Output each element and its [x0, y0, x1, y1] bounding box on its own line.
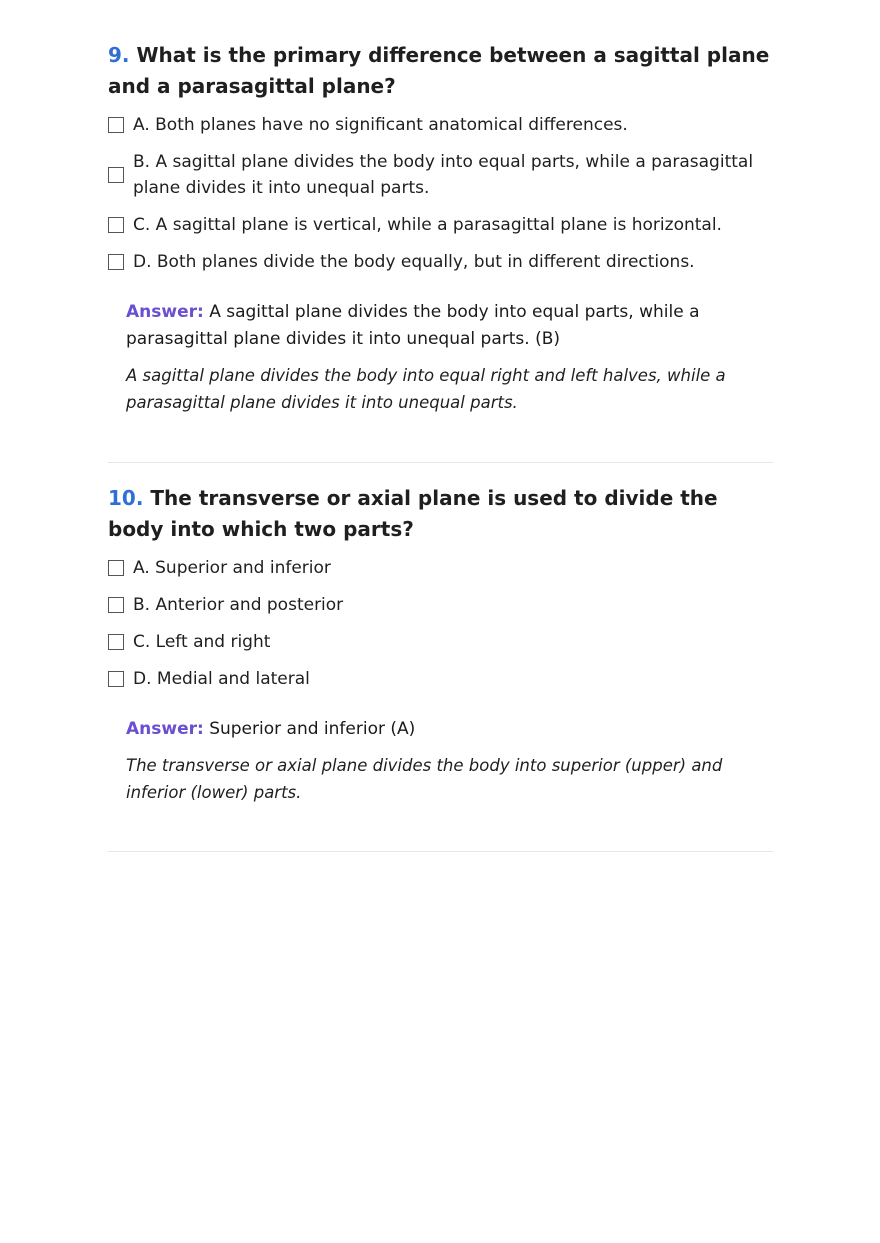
option-b[interactable]	[108, 592, 773, 618]
question-9	[108, 40, 773, 416]
divider	[108, 851, 773, 852]
option-label: C. A sagittal plane is vertical, while a parasagittal plane is horizontal.	[133, 215, 722, 235]
question-number: 9.	[108, 43, 130, 67]
option-list	[108, 112, 773, 275]
option-label: C. Left and right	[133, 632, 271, 652]
checkbox-icon[interactable]	[108, 117, 124, 133]
question-text: What is the primary difference between a sagittal plane and a parasagittal plane?	[108, 43, 770, 98]
answer-label: Answer:	[126, 302, 204, 322]
option-a[interactable]	[108, 112, 773, 138]
answer-section	[126, 716, 773, 806]
checkbox-icon[interactable]	[108, 597, 124, 613]
checkbox-icon[interactable]	[108, 671, 124, 687]
divider	[108, 462, 773, 463]
option-label: A. Superior and inferior	[133, 558, 331, 578]
checkbox-icon[interactable]	[108, 217, 124, 233]
checkbox-icon[interactable]	[108, 634, 124, 650]
answer-explanation: A sagittal plane divides the body into equal right and left halves, while a parasagittal plane divides it into unequal parts.	[126, 366, 726, 412]
option-c[interactable]	[108, 629, 773, 655]
answer-text: Superior and inferior (A)	[209, 719, 416, 739]
quiz-page	[108, 40, 773, 852]
option-d[interactable]	[108, 666, 773, 692]
question-title	[108, 483, 773, 545]
option-list	[108, 555, 773, 692]
checkbox-icon[interactable]	[108, 167, 124, 183]
checkbox-icon[interactable]	[108, 560, 124, 576]
answer-text: A sagittal plane divides the body into equal parts, while a parasagittal plane divides it into unequal parts. (B)	[126, 302, 700, 349]
option-label: B. A sagittal plane divides the body into equal parts, while a parasagittal plane divides it into unequal parts.	[133, 152, 754, 198]
question-text: The transverse or axial plane is used to divide the body into which two parts?	[108, 486, 718, 541]
option-d[interactable]	[108, 249, 773, 275]
option-label: A. Both planes have no significant anatomical differences.	[133, 115, 628, 135]
option-b[interactable]	[108, 149, 773, 201]
question-10	[108, 483, 773, 806]
option-label: D. Both planes divide the body equally, but in different directions.	[133, 252, 695, 272]
answer-line	[126, 716, 773, 743]
option-label: B. Anterior and posterior	[133, 595, 344, 615]
option-label: D. Medial and lateral	[133, 669, 310, 689]
question-title	[108, 40, 773, 102]
answer-section	[126, 299, 773, 416]
checkbox-icon[interactable]	[108, 254, 124, 270]
answer-explanation: The transverse or axial plane divides the body into superior (upper) and inferior (lower) parts.	[126, 756, 723, 802]
question-number: 10.	[108, 486, 144, 510]
option-a[interactable]	[108, 555, 773, 581]
option-c[interactable]	[108, 212, 773, 238]
answer-label: Answer:	[126, 719, 204, 739]
answer-line	[126, 299, 773, 353]
